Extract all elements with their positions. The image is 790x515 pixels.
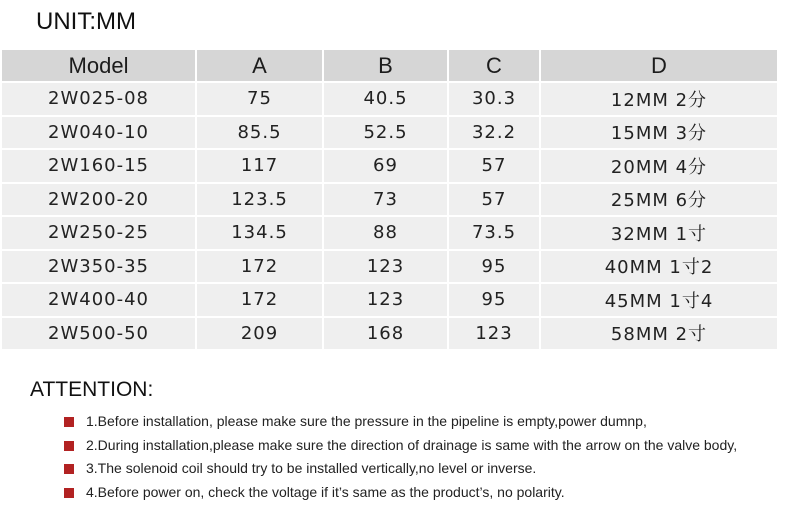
table-row	[2, 117, 777, 149]
cell-d: 12MM 2分	[539, 83, 777, 115]
cell-model: 2W040-10	[2, 117, 195, 149]
table-row	[2, 284, 777, 316]
unit-title: UNIT:MM	[36, 8, 136, 35]
cell-c: 123	[447, 318, 539, 350]
attention-title: ATTENTION:	[30, 378, 154, 401]
cell-c: 95	[447, 284, 539, 316]
header-d: D	[539, 50, 777, 81]
cell-b: 168	[322, 318, 447, 350]
attention-item-text: 1.Before installation, please make sure the pressure in the pipeline is empty,power dumnp,	[86, 413, 647, 429]
attention-item	[64, 410, 737, 434]
cell-c: 57	[447, 150, 539, 182]
cell-b: 88	[322, 217, 447, 249]
red-square-bullet-icon	[64, 488, 74, 498]
cell-b: 123	[322, 284, 447, 316]
header-a: A	[195, 50, 322, 81]
attention-item-text: 3.The solenoid coil should try to be installed vertically,no level or inverse.	[86, 460, 537, 476]
cell-c: 57	[447, 184, 539, 216]
table-row	[2, 83, 777, 115]
cell-b: 40.5	[322, 83, 447, 115]
header-model: Model	[2, 50, 195, 81]
red-square-bullet-icon	[64, 464, 74, 474]
cell-c: 73.5	[447, 217, 539, 249]
table-row	[2, 251, 777, 283]
cell-b: 52.5	[322, 117, 447, 149]
attention-item	[64, 481, 737, 505]
cell-model: 2W350-35	[2, 251, 195, 283]
cell-a: 209	[195, 318, 322, 350]
table-row	[2, 150, 777, 182]
header-c: C	[447, 50, 539, 81]
cell-b: 123	[322, 251, 447, 283]
cell-model: 2W400-40	[2, 284, 195, 316]
cell-d: 15MM 3分	[539, 117, 777, 149]
table-row	[2, 217, 777, 249]
cell-a: 85.5	[195, 117, 322, 149]
cell-c: 30.3	[447, 83, 539, 115]
attention-item	[64, 457, 737, 481]
cell-c: 32.2	[447, 117, 539, 149]
spec-table	[2, 48, 777, 351]
attention-list	[64, 410, 737, 504]
cell-d: 32MM 1寸	[539, 217, 777, 249]
cell-a: 172	[195, 251, 322, 283]
cell-c: 95	[447, 251, 539, 283]
cell-model: 2W160-15	[2, 150, 195, 182]
cell-model: 2W250-25	[2, 217, 195, 249]
attention-item-text: 2.During installation,please make sure the direction of drainage is same with the arrow on the valve body,	[86, 436, 738, 453]
cell-a: 75	[195, 83, 322, 115]
cell-d: 25MM 6分	[539, 184, 777, 216]
cell-a: 134.5	[195, 217, 322, 249]
attention-item-text: 4.Before power on, check the voltage if it’s same as the product’s, no polarity.	[86, 483, 565, 500]
table-row	[2, 318, 777, 350]
cell-b: 73	[322, 184, 447, 216]
cell-a: 172	[195, 284, 322, 316]
cell-model: 2W500-50	[2, 318, 195, 350]
cell-d: 40MM 1寸2	[539, 251, 777, 283]
red-square-bullet-icon	[64, 441, 74, 451]
cell-d: 58MM 2寸	[539, 318, 777, 350]
red-square-bullet-icon	[64, 417, 74, 427]
cell-a: 123.5	[195, 184, 322, 216]
cell-model: 2W200-20	[2, 184, 195, 216]
cell-model: 2W025-08	[2, 83, 195, 115]
cell-b: 69	[322, 150, 447, 182]
table-header-row	[2, 50, 777, 81]
cell-d: 45MM 1寸4	[539, 284, 777, 316]
cell-d: 20MM 4分	[539, 150, 777, 182]
table-row	[2, 184, 777, 216]
cell-a: 117	[195, 150, 322, 182]
header-b: B	[322, 50, 447, 81]
attention-item	[64, 434, 737, 458]
